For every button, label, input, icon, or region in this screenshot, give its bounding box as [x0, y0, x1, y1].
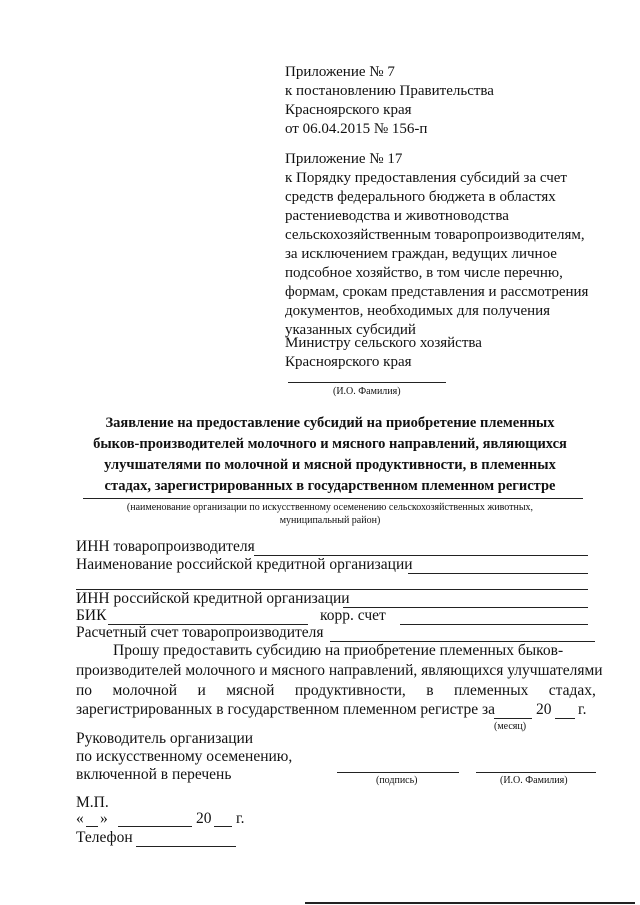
procedure-line: формам, срокам представления и рассмотрения — [285, 284, 589, 300]
signature-blank[interactable] — [337, 772, 459, 773]
signature-hint: (подпись) — [376, 775, 418, 786]
date-year-blank[interactable] — [214, 826, 232, 827]
minister-name-hint: (И.О. Фамилия) — [333, 386, 401, 397]
request-line: Прошу предоставить субсидию на приобретение племенных быков- — [113, 642, 564, 659]
date-close-quote: » — [100, 810, 108, 827]
org-name-blank[interactable] — [83, 498, 583, 499]
title-line: быков-производителей молочного и мясного направлений, являющихся — [93, 436, 567, 452]
appendix-7-label: Приложение № 7 — [285, 64, 395, 80]
appendix-17-label: Приложение № 17 — [285, 151, 403, 167]
request-year-suffix: г. — [578, 701, 587, 718]
minister-line: Министру сельского хозяйства — [285, 335, 482, 351]
minister-name-blank[interactable] — [288, 382, 446, 383]
decree-line: от 06.04.2015 № 156-п — [285, 121, 428, 137]
document-title — [60, 413, 600, 497]
head-of-org-line: по искусственному осеменению, — [76, 748, 293, 765]
procedure-line: за исключением граждан, ведущих личное — [285, 246, 557, 262]
request-word: стадах, — [548, 682, 596, 699]
phone-label: Телефон — [76, 829, 133, 846]
head-of-org-line: включенной в перечень — [76, 766, 232, 783]
request-line: производителей молочного и мясного направлений, являющихся улучшателями — [76, 662, 603, 679]
procedure-line: растениеводства и животноводства — [285, 208, 509, 224]
signatory-name-blank[interactable] — [476, 772, 596, 773]
request-word: по — [76, 682, 93, 699]
org-name-hint: (наименование организации по искусственному осеменению сельскохозяйственных животных, — [126, 502, 534, 513]
bank-name-label: Наименование российской кредитной организации — [76, 556, 413, 573]
month-hint: (месяц) — [494, 721, 527, 732]
corr-account-blank[interactable] — [400, 624, 588, 625]
date-year-prefix: 20 — [196, 810, 212, 827]
request-line-justified — [76, 682, 596, 700]
title-line: стадах, зарегистрированных в государственном племенном регистре — [104, 478, 556, 494]
request-word: племенных — [454, 682, 529, 699]
bank-name-blank[interactable] — [408, 573, 588, 574]
request-word: в — [426, 682, 434, 699]
inn-bank-label: ИНН российской кредитной организации — [76, 590, 350, 607]
bik-label: БИК — [76, 607, 107, 624]
decree-line: к постановлению Правительства — [285, 83, 494, 99]
request-year-prefix: 20 — [536, 701, 552, 718]
request-word: продуктивности, — [294, 682, 406, 699]
stamp-label: М.П. — [76, 794, 109, 811]
request-word: мясной — [226, 682, 275, 699]
signatory-name-hint: (И.О. Фамилия) — [500, 775, 568, 786]
date-open-quote: « — [76, 810, 84, 827]
title-line: Заявление на предоставление субсидий на приобретение племенных — [105, 415, 555, 431]
procedure-line: сельскохозяйственным товаропроизводителям, — [285, 227, 585, 243]
request-word: и — [197, 682, 206, 699]
head-of-org-line: Руководитель организации — [76, 730, 254, 747]
request-line: зарегистрированных в государственном племенном регистре за — [76, 701, 496, 718]
inn-producer-label: ИНН товаропроизводителя — [76, 538, 255, 555]
request-year-blank[interactable] — [555, 718, 575, 719]
procedure-line: указанных субсидий — [285, 322, 416, 338]
corr-account-label: корр. счет — [320, 607, 386, 624]
minister-line: Красноярского края — [285, 354, 412, 370]
month-blank[interactable] — [494, 718, 532, 719]
decree-line: Красноярского края — [285, 102, 412, 118]
date-month-blank[interactable] — [118, 826, 192, 827]
settlement-account-label: Расчетный счет товаропроизводителя — [76, 624, 324, 641]
procedure-line: средств федерального бюджета в областях — [285, 189, 556, 205]
date-year-suffix: г. — [236, 810, 245, 827]
procedure-line: к Порядку предоставления субсидий за счет — [285, 170, 567, 186]
phone-blank[interactable] — [136, 846, 236, 847]
page-bottom-rule — [305, 902, 635, 904]
request-word: молочной — [112, 682, 178, 699]
procedure-line: документов, необходимых для получения — [285, 303, 551, 319]
date-day-blank[interactable] — [86, 826, 98, 827]
title-line: улучшателями по молочной и мясной продуктивности, в племенных — [104, 457, 556, 473]
procedure-line: подсобное хозяйство, в том числе перечню, — [285, 265, 563, 281]
org-name-hint: муниципальный район) — [279, 515, 381, 526]
